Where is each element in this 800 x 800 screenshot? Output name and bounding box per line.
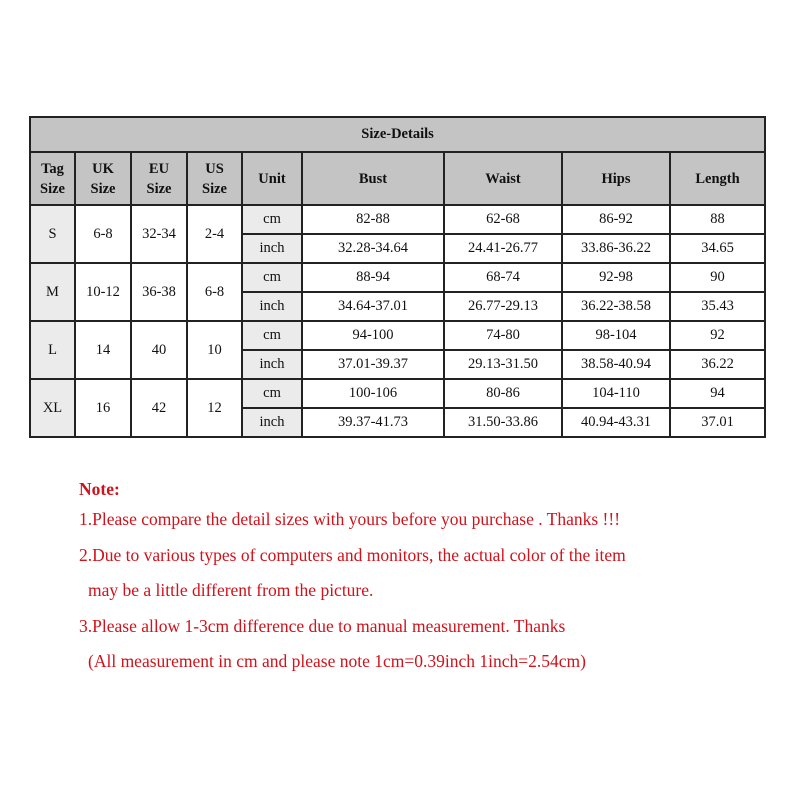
bust-cell: 82-88: [302, 205, 444, 234]
eu-size-cell: 40: [131, 321, 187, 379]
length-cell: 36.22: [670, 350, 765, 379]
table-title-row: [30, 117, 765, 152]
length-cell: 90: [670, 263, 765, 292]
unit-cell: cm: [242, 205, 302, 234]
header-tag-line1: Tag: [41, 160, 64, 177]
header-us-line1: US: [205, 160, 224, 177]
header-eu-size: [131, 152, 187, 205]
table-header-row: [30, 152, 765, 205]
header-waist: Waist: [444, 152, 562, 205]
unit-cell: inch: [242, 234, 302, 263]
uk-size-cell: 10-12: [75, 263, 131, 321]
us-size-cell: 6-8: [187, 263, 242, 321]
header-tag-line2: Size: [40, 180, 65, 197]
unit-cell: cm: [242, 263, 302, 292]
us-size-cell: 12: [187, 379, 242, 437]
header-eu-line1: EU: [148, 160, 170, 177]
header-uk-line2: Size: [90, 180, 116, 197]
bust-cell: 94-100: [302, 321, 444, 350]
bust-cell: 32.28-34.64: [302, 234, 444, 263]
waist-cell: 68-74: [444, 263, 562, 292]
hips-cell: 38.58-40.94: [562, 350, 670, 379]
unit-cell: cm: [242, 379, 302, 408]
hips-cell: 40.94-43.31: [562, 408, 670, 437]
hips-cell: 36.22-38.58: [562, 292, 670, 321]
hips-cell: 92-98: [562, 263, 670, 292]
waist-cell: 24.41-26.77: [444, 234, 562, 263]
length-cell: 34.65: [670, 234, 765, 263]
header-bust: Bust: [302, 152, 444, 205]
unit-cell: cm: [242, 321, 302, 350]
header-us-line2: Size: [202, 180, 227, 197]
header-tag-size: [30, 152, 75, 205]
hips-cell: 98-104: [562, 321, 670, 350]
waist-cell: 29.13-31.50: [444, 350, 562, 379]
notes-section: [79, 476, 626, 680]
bust-cell: 34.64-37.01: [302, 292, 444, 321]
header-uk-size: [75, 152, 131, 205]
hips-cell: 33.86-36.22: [562, 234, 670, 263]
eu-size-cell: 32-34: [131, 205, 187, 263]
table-title: Size-Details: [30, 117, 765, 152]
bust-cell: 39.37-41.73: [302, 408, 444, 437]
note-line-2-continued: may be a little different from the picture.: [88, 580, 374, 600]
note-line-3: 3.Please allow 1-3cm difference due to manual measurement. Thanks: [79, 615, 566, 636]
header-length: Length: [670, 152, 765, 205]
waist-cell: 26.77-29.13: [444, 292, 562, 321]
note-line-3-continued: (All measurement in cm and please note 1cm=0.39inch 1inch=2.54cm): [88, 651, 586, 671]
size-details-table: [29, 116, 766, 438]
waist-cell: 62-68: [444, 205, 562, 234]
unit-cell: inch: [242, 350, 302, 379]
bust-cell: 88-94: [302, 263, 444, 292]
waist-cell: 74-80: [444, 321, 562, 350]
length-cell: 92: [670, 321, 765, 350]
header-unit: Unit: [242, 152, 302, 205]
waist-cell: 80-86: [444, 379, 562, 408]
uk-size-cell: 14: [75, 321, 131, 379]
notes-title: Note:: [79, 479, 120, 499]
header-eu-line2: Size: [146, 180, 172, 197]
us-size-cell: 10: [187, 321, 242, 379]
tag-size-cell: XL: [30, 379, 75, 437]
length-cell: 37.01: [670, 408, 765, 437]
header-hips: Hips: [562, 152, 670, 205]
waist-cell: 31.50-33.86: [444, 408, 562, 437]
tag-size-cell: L: [30, 321, 75, 379]
us-size-cell: 2-4: [187, 205, 242, 263]
bust-cell: 100-106: [302, 379, 444, 408]
tag-size-cell: S: [30, 205, 75, 263]
tag-size-cell: M: [30, 263, 75, 321]
eu-size-cell: 42: [131, 379, 187, 437]
table-row: [30, 263, 765, 292]
table-row: [30, 321, 765, 350]
eu-size-cell: 36-38: [131, 263, 187, 321]
length-cell: 94: [670, 379, 765, 408]
uk-size-cell: 6-8: [75, 205, 131, 263]
note-line-2: 2.Due to various types of computers and monitors, the actual color of the item: [79, 544, 626, 565]
note-line-1: 1.Please compare the detail sizes with yours before you purchase . Thanks !!!: [79, 509, 621, 529]
hips-cell: 104-110: [562, 379, 670, 408]
length-cell: 88: [670, 205, 765, 234]
bust-cell: 37.01-39.37: [302, 350, 444, 379]
unit-cell: inch: [242, 292, 302, 321]
header-uk-line1: UK: [92, 160, 114, 177]
table-row: [30, 379, 765, 408]
table-row: [30, 205, 765, 234]
header-us-size: [187, 152, 242, 205]
hips-cell: 86-92: [562, 205, 670, 234]
length-cell: 35.43: [670, 292, 765, 321]
unit-cell: inch: [242, 408, 302, 437]
uk-size-cell: 16: [75, 379, 131, 437]
